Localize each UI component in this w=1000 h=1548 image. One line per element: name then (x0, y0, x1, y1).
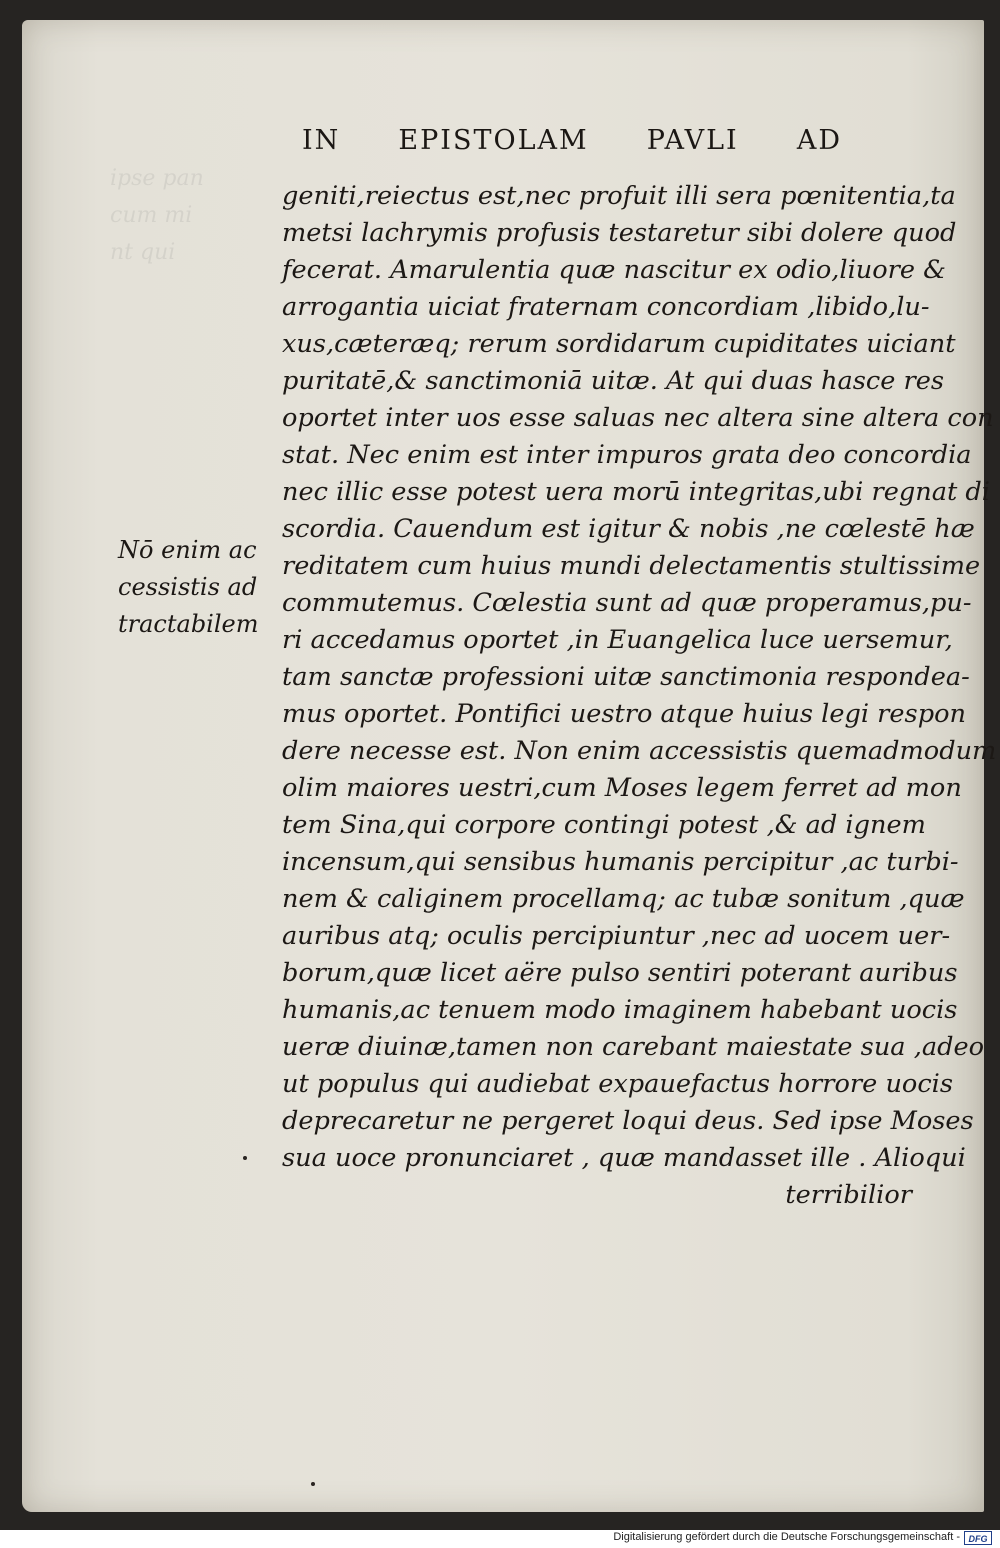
running-head (302, 110, 842, 170)
ink-speck (311, 1482, 315, 1486)
text-line: borum,quæ licet aëre pulso sentiri poterant auribus (282, 958, 958, 988)
text-line: sua uoce pronunciaret , quæ mandasset ille . Alioqui (282, 1143, 966, 1173)
marginal-note-line: tractabilem (118, 610, 259, 638)
text-line: metsi lachrymis profusis testaretur sibi dolere quod (282, 218, 957, 248)
text-line: scordia. Cauendum est igitur & nobis ,ne cœlestē hæ (282, 514, 975, 544)
text-line: xus,cæteræq; rerum sordidarum cupiditates uiciant (282, 329, 956, 359)
text-line: tem Sina,qui corpore contingi potest ,& ad ignem (282, 810, 926, 840)
ink-speck (243, 1156, 247, 1160)
marginal-note (118, 532, 278, 643)
text-line: fecerat. Amarulentia quæ nascitur ex odio,liuore & (282, 255, 946, 285)
show-through-bleed: ipse pan cum mi nt qui (110, 166, 204, 265)
running-head-word: IN (302, 124, 341, 156)
running-head-word: AD (796, 124, 842, 156)
text-line: puritatē,& sanctimoniā uitæ. At qui duas hasce res (282, 366, 945, 396)
body-text (282, 178, 997, 1214)
text-line: deprecaretur ne pergeret loqui deus. Sed ipse Moses (282, 1106, 974, 1136)
running-head-word: PAVLI (646, 124, 739, 156)
text-line: incensum,qui sensibus humanis percipitur ,ac turbi- (282, 847, 959, 877)
dfg-logo: DFG (964, 1531, 992, 1545)
text-line: geniti,reiectus est,nec profuit illi sera pœnitentia,ta (282, 181, 956, 211)
text-line: tam sanctæ professioni uitæ sanctimonia respondea- (282, 662, 970, 692)
text-line: humanis,ac tenuem modo imaginem habebant uocis (282, 995, 958, 1025)
text-line: ri accedamus oportet ,in Euangelica luce uersemur, (282, 625, 953, 655)
text-line: auribus atq; oculis percipiuntur ,nec ad uocem uer- (282, 921, 951, 951)
text-line: reditatem cum huius mundi delectamentis stultissime (282, 551, 981, 581)
text-line: commutemus. Cœlestia sunt ad quæ properamus,pu- (282, 588, 972, 618)
text-line: oportet inter uos esse saluas nec altera sine altera con (282, 403, 994, 433)
running-head-word: EPISTOLAM (398, 124, 589, 156)
text-line: nec illic esse potest uera morū integritas,ubi regnat di (282, 477, 990, 507)
text-line: ueræ diuinæ,tamen non carebant maiestate sua ,adeo (282, 1032, 985, 1062)
text-line: ut populus qui audiebat expauefactus horrore uocis (282, 1069, 953, 1099)
text-line: dere necesse est. Non enim accessistis quemadmodum (282, 736, 997, 766)
footer-credit: Digitalisierung gefördert durch die Deutsche Forschungsgemeinschaft - (613, 1531, 960, 1543)
marginal-note-line: cessistis ad (118, 573, 258, 601)
catchword: terribilior (785, 1180, 912, 1210)
text-line: arrogantia uiciat fraternam concordiam ,libido,lu- (282, 292, 930, 322)
text-line: mus oportet. Pontifici uestro atque huius legi respon (282, 699, 966, 729)
marginal-note-line: Nō enim ac (118, 536, 257, 564)
text-line: olim maiores uestri,cum Moses legem ferret ad mon (282, 773, 962, 803)
text-line: nem & caliginem procellamq; ac tubæ sonitum ,quæ (282, 884, 965, 914)
text-line: stat. Nec enim est inter impuros grata deo concordia (282, 440, 972, 470)
